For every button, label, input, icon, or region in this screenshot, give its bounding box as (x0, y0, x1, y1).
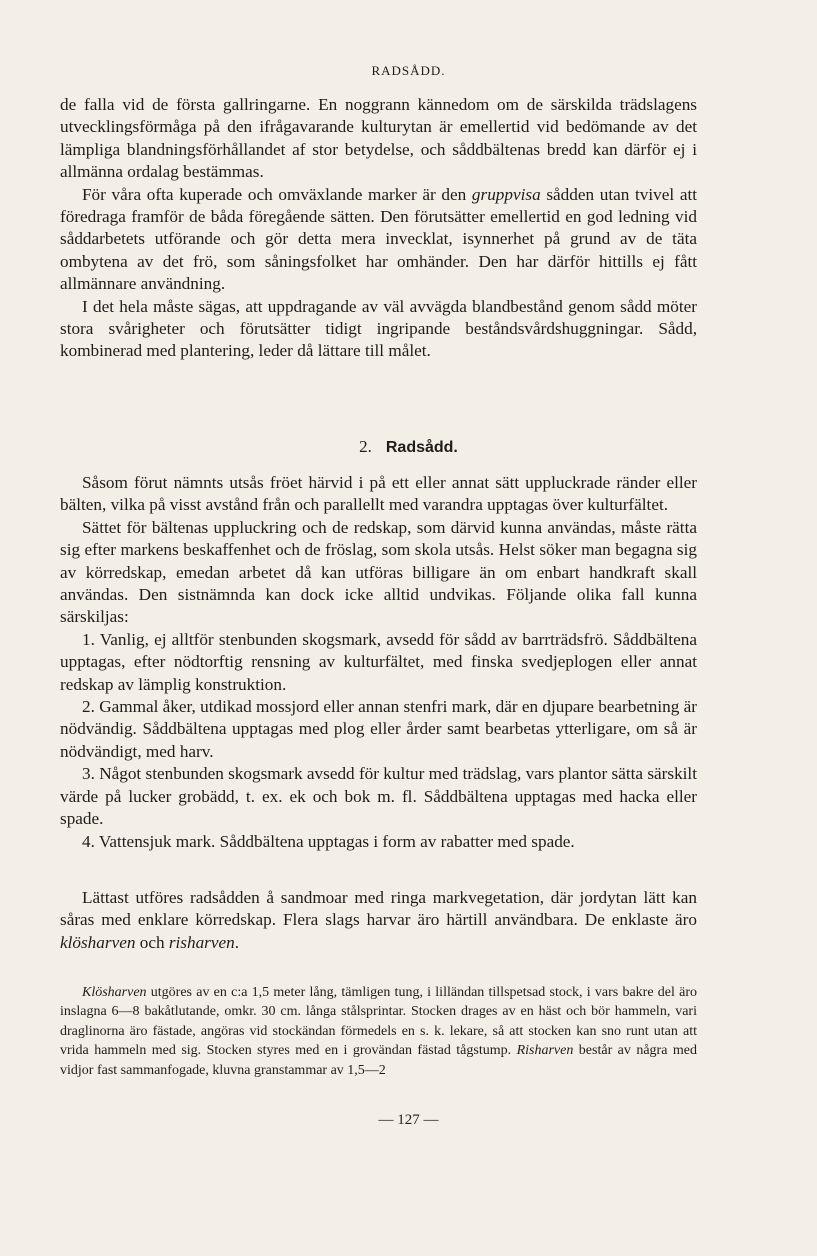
text-span: sådden utan tvivel att föredraga framför de båda föregående sätten. Den förutsätter emellertid en god ledning vid såddarbetets utförande och gör detta mera invecklat, isynnerhet på grund av de täta ombytena av det frö, som såningsfolket har omhänder. Den har därför hittills ej fått allmännare användning. (60, 184, 698, 294)
list-item: 4. Vattensjuk mark. Såddbältena upptagas i form av rabatter med spade. (82, 831, 575, 851)
page-number: — 127 — (378, 1112, 439, 1128)
emphasis-term: Klösharven (82, 985, 147, 1000)
section-heading (0, 437, 817, 457)
paragraph: de falla vid de första gallringarne. En noggrann kännedom om de särskilda trädslagens utvecklingsförmåga på den ifrågavarande kulturytan är emellertid vid bedömande av det lämpliga blandningsförhållandet af stor betydelse, och såddbältenas bredd kan därför ej i allmänna ordalag bestämmas. (60, 95, 697, 182)
section-title: Radsådd. (385, 439, 458, 456)
emphasis-term: risharven (168, 932, 235, 952)
emphasis-term: Risharven (516, 1043, 574, 1059)
text-span: består av några med vidjor fast sammanfogade, kluvna granstammar av 1,5—2 (60, 1043, 697, 1078)
text-span: och (135, 932, 169, 952)
list-item: 1. Vanlig, ej alltför stenbunden skogsmark, avsedd för sådd av barrträdsfrö. Såddbältena upptagas, efter nödtorftig rensning av kulturfältet, med finska svedjeplogen eller annat redskap av lämplig konstruktion. (60, 629, 697, 694)
paragraph: I det hela måste sägas, att uppdragande av väl avvägda blandbestånd genom sådd möter stora svårigheter och förutsätter tidigt ingripande beståndsvårdshuggningar. Sådd, kombinerad med plantering, leder då lättare till målet. (60, 296, 697, 361)
paragraph (60, 887, 697, 954)
text-block-intro (60, 94, 697, 363)
paragraph (60, 184, 697, 296)
text-span: Lättast utföres radsådden å sandmoar med ringa markvegetation, där jordytan lätt kan såras med enklare körredskap. Flera slags harvar äro härtill användbara. De enklaste äro (60, 888, 697, 930)
emphasis-term: klösharven (60, 932, 136, 952)
paragraph: Sättet för bältenas uppluckring och de redskap, som därvid kunna användas, måste rätta sig efter markens beskaffenhet och de fröslag, som skola utsås. Helst söker man begagna sig av körredskap, emedan arbetet då kan utföras billigare än om enbart handkraft skall användas. Den sistnämnda kan dock icke alltid undvikas. Följande olika fall kunna särskiljas: (60, 517, 697, 627)
section-number: 2. (359, 437, 372, 456)
text-block-harvar (60, 887, 697, 954)
text-span: För våra ofta kuperade och omväxlande marker är den (82, 184, 472, 204)
emphasis-term: gruppvisa (471, 184, 541, 204)
small-print-note (60, 983, 697, 1080)
text-block-radsadd (60, 472, 697, 853)
list-item: 2. Gammal åker, utdikad mossjord eller annan stenfri mark, där en djupare bearbetning är nödvändig. Såddbältena upptagas med plog eller årder samt bearbetas ytterligare, om så är nödvändigt, med harv. (60, 697, 697, 761)
paragraph: Såsom förut nämnts utsås fröet härvid i på ett eller annat sätt uppluckrade ränder eller bälten, vilka på visst avstånd från och parallellt med varandra upptagas över kulturfältet. (60, 473, 697, 515)
text-span: utgöres av en c:a 1,5 meter lång, tämligen tung, i lilländan tillspetsad stock, i vars bakre del äro inslagna 6—8 bakåtlutande, omkr. 30 cm. långa stålsprintar. Stocken drages av en häst och bör hammeln, vari draglinorna äro fästade, angöras vid stockändan förmedels en s. k. lekare, så att stocken kan sno runt utan att vrida hammeln med sig. Stocken styres med en i grovändan fästad tågstump. (60, 985, 697, 1059)
running-head: RADSÅDD. (371, 63, 446, 78)
list-item: 3. Något stenbunden skogsmark avsedd för kultur med trädslag, vars plantor sätta särskilt värde på lucker grobädd, t. ex. ek och bok m. fl. Såddbältena upptagas med hacka eller spade. (60, 764, 697, 829)
text-span: . (234, 932, 240, 952)
